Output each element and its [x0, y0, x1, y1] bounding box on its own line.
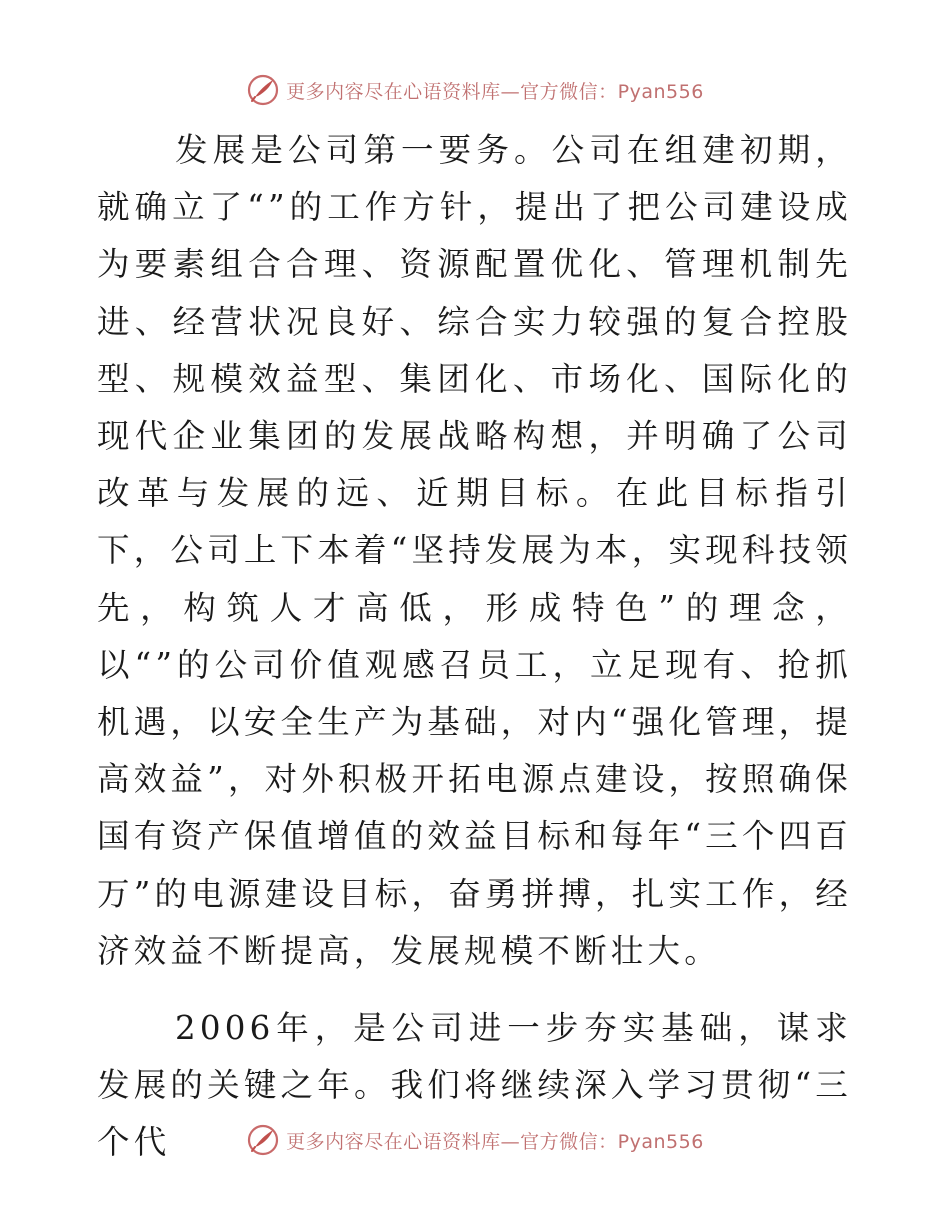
document-body	[97, 122, 852, 1172]
header-watermark	[0, 70, 950, 110]
footer-watermark-text: 更多内容尽在心语资料库—官方微信：Pyan556	[286, 1130, 704, 1153]
quill-logo-icon	[246, 73, 280, 107]
header-watermark-account: Pyan556	[617, 80, 704, 103]
paragraph-1: 发展是公司第一要务。公司在组建初期，就确立了“”的工作方针，提出了把公司建设成为要素组合合理、资源配置优化、管理机制先进、经营状况良好、综合实力较强的复合控股型、规模效益型、集团化、市场化、国际化的现代企业集团的发展战略构想，并明确了公司改革与发展的远、近期目标。在此目标指引下，公司上下本着“坚持发展为本，实现科技领先，构筑人才高低，形成特色”的理念，以“”的公司价值观感召员工，立足现有、抢抓机遇，以安全生产为基础，对内“强化管理，提高效益”，对外积极开拓电源点建设，按照确保国有资产保值增值的效益目标和每年“三个四百万”的电源建设目标，奋勇拼搏，扎实工作，经济效益不断提高，发展规模不断壮大。	[97, 131, 852, 970]
paragraph-2: 2006年，是公司进一步夯实基础，谋求发展的关键之年。我们将继续深入学习贯彻“三个代	[97, 1009, 852, 1162]
header-watermark-text: 更多内容尽在心语资料库—官方微信：Pyan556	[286, 80, 704, 103]
footer-watermark-account: Pyan556	[617, 1130, 704, 1153]
footer-watermark	[0, 1120, 950, 1160]
quill-logo-icon	[246, 1123, 280, 1157]
